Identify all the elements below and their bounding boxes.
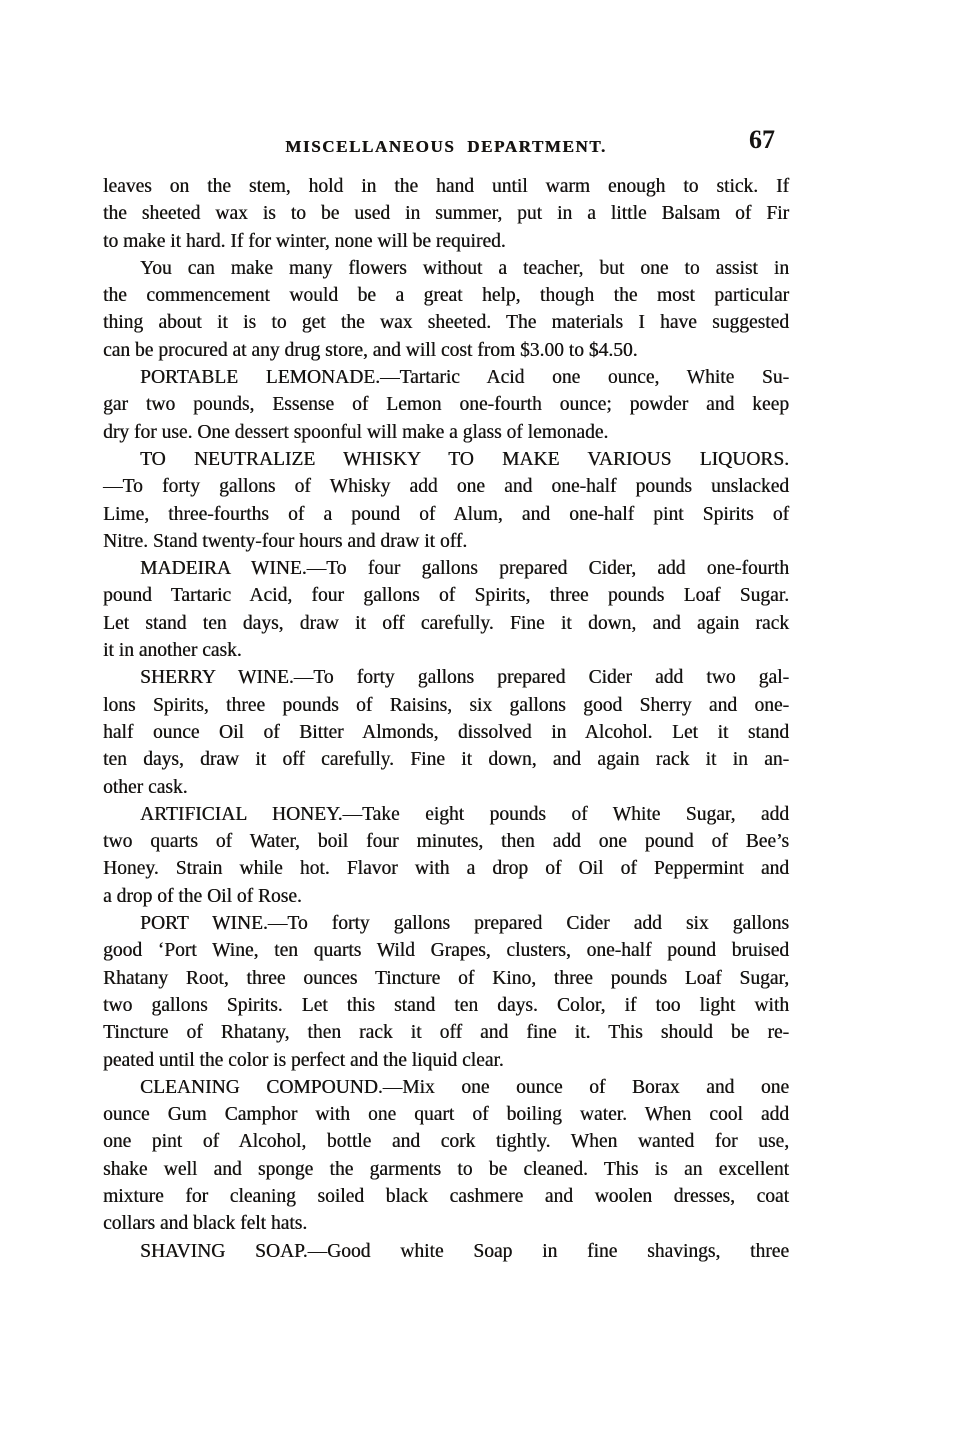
text-line: one pint of Alcohol, bottle and cork tightly. When wanted for use, bbox=[103, 1131, 789, 1153]
text-line: ARTIFICIAL HONEY.—Take eight pounds of White Sugar, add bbox=[140, 803, 789, 825]
text-line: two gallons Spirits. Let this stand ten days. Color, if too light with bbox=[103, 994, 789, 1016]
paragraph-flowers bbox=[103, 255, 789, 364]
text-line: peated until the color is perfect and the liquid clear. bbox=[103, 1049, 504, 1071]
text-line: —To forty gallons of Whisky add one and one-half pounds unslacked bbox=[103, 476, 789, 498]
running-header-title: MISCELLANEOUS DEPARTMENT. bbox=[285, 137, 607, 156]
text-line: two quarts of Water, boil four minutes, then add one pound of Bee’s bbox=[103, 831, 789, 853]
text-line: Lime, three-fourths of a pound of Alum, and one-half pint Spirits of bbox=[103, 503, 789, 525]
text-line: mixture for cleaning soiled black cashmere and woolen dresses, coat bbox=[103, 1185, 789, 1207]
text-line: the sheeted wax is to be used in summer, put in a little Balsam of Fir bbox=[103, 203, 789, 225]
text-line: SHAVING SOAP.—Good white Soap in fine shavings, three bbox=[140, 1240, 789, 1262]
text-line: good ‘Port Wine, ten quarts Wild Grapes, clusters, one-half pound bruised bbox=[103, 940, 789, 962]
paragraph-portable-lemonade bbox=[103, 364, 789, 446]
text-line: a drop of the Oil of Rose. bbox=[103, 885, 302, 907]
paragraph-cleaning-compound bbox=[103, 1074, 789, 1238]
text-line: CLEANING COMPOUND.—Mix one ounce of Borax and one bbox=[140, 1076, 789, 1098]
text-line: gar two pounds, Essense of Lemon one-fourth ounce; powder and keep bbox=[103, 394, 789, 416]
text-line: half ounce Oil of Bitter Almonds, dissolved in Alcohol. Let it stand bbox=[103, 721, 789, 743]
text-line: leaves on the stem, hold in the hand until warm enough to stick. If bbox=[103, 176, 789, 197]
text-line: pound Tartaric Acid, four gallons of Spirits, three pounds Loaf Sugar. bbox=[103, 585, 789, 607]
text-line: Nitre. Stand twenty-four hours and draw it off. bbox=[103, 530, 468, 552]
text-line: ounce Gum Camphor with one quart of boiling water. When cool add bbox=[103, 1104, 789, 1126]
text-line: to make it hard. If for winter, none will be required. bbox=[103, 230, 506, 252]
paragraph-neutralize-whisky bbox=[103, 446, 789, 555]
text-line: PORT WINE.—To forty gallons prepared Cider add six gallons bbox=[140, 913, 789, 935]
text-line: lons Spirits, three pounds of Raisins, six gallons good Sherry and one- bbox=[103, 694, 789, 716]
text-line: PORTABLE LEMONADE.—Tartaric Acid one ounce, White Su- bbox=[140, 367, 789, 389]
page-number: 67 bbox=[749, 125, 775, 154]
text-line: dry for use. One dessert spoonful will make a glass of lemonade. bbox=[103, 421, 609, 443]
paragraph-continued bbox=[103, 173, 789, 255]
text-line: ten days, draw it off carefully. Fine it down, and again rack it in an- bbox=[103, 749, 789, 771]
text-line: thing about it is to get the wax sheeted. The materials I have suggested bbox=[103, 312, 789, 334]
text-line: other cask. bbox=[103, 776, 188, 798]
text-line: Let stand ten days, draw it off carefully. Fine it down, and again rack bbox=[103, 612, 789, 634]
paragraph-port-wine bbox=[103, 910, 789, 1074]
text-line: Tincture of Rhatany, then rack it off and fine it. This should be re- bbox=[103, 1022, 789, 1044]
text-line: it in another cask. bbox=[103, 640, 242, 662]
paragraph-sherry-wine bbox=[103, 664, 789, 800]
text-line: can be procured at any drug store, and will cost from $3.00 to $4.50. bbox=[103, 339, 638, 361]
text-line: Rhatany Root, three ounces Tincture of Kino, three pounds Loaf Sugar, bbox=[103, 967, 789, 989]
text-line: MADEIRA WINE.—To four gallons prepared Cider, add one-fourth bbox=[140, 558, 789, 580]
text-line: shake well and sponge the garments to be cleaned. This is an excellent bbox=[103, 1158, 789, 1180]
paragraph-shaving-soap bbox=[103, 1238, 789, 1265]
text-line: TO NEUTRALIZE WHISKY TO MAKE VARIOUS LIQUORS. bbox=[140, 448, 789, 470]
text-line: Honey. Strain while hot. Flavor with a drop of Oil of Peppermint and bbox=[103, 858, 789, 880]
text-block bbox=[103, 173, 789, 1265]
text-line: the commencement would be a great help, though the most particular bbox=[103, 285, 789, 307]
running-header bbox=[103, 138, 789, 156]
text-line: You can make many flowers without a teacher, but one to assist in bbox=[140, 257, 789, 279]
text-line: collars and black felt hats. bbox=[103, 1213, 308, 1235]
paragraph-artificial-honey bbox=[103, 801, 789, 910]
text-line: SHERRY WINE.—To forty gallons prepared Cider add two gal- bbox=[140, 667, 789, 689]
paragraph-madeira-wine bbox=[103, 555, 789, 664]
